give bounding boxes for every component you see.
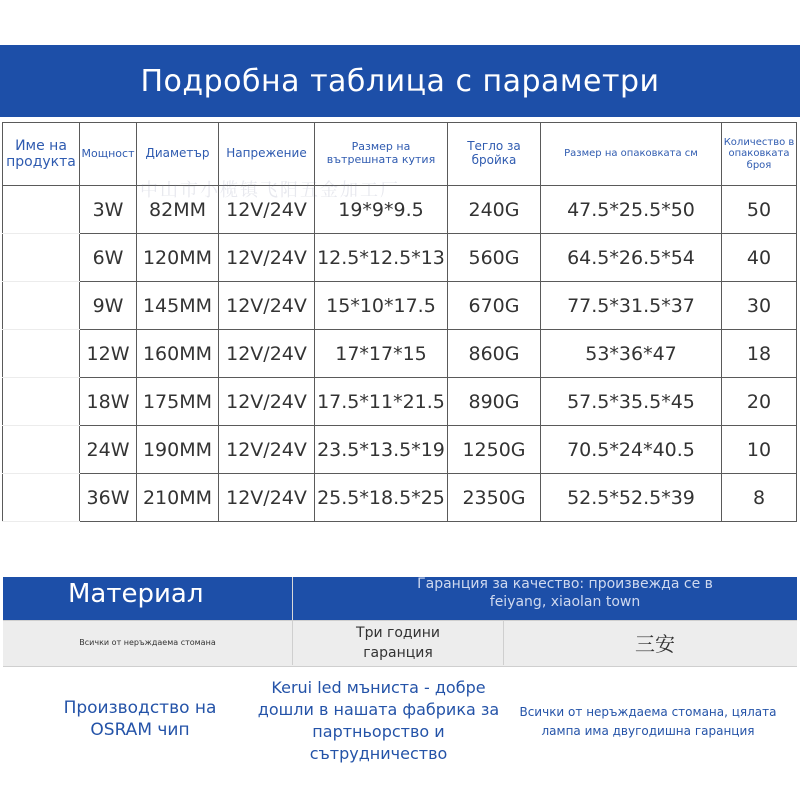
header-product-name: Име на продукта [3,123,80,186]
weight-cell: 890G [448,378,541,426]
header-diameter: Диаметър [137,123,219,186]
quality-guarantee-text: Гаранция за качество: произвежда се в feiyang, xiaolan town [417,576,713,610]
material-cell-warranty: Три години гаранция [356,624,440,661]
diameter-cell: 160MM [137,330,219,378]
carton-qty-cell: 50 [722,186,797,234]
carton-size-cell: 77.5*31.5*37 [541,282,722,330]
diameter-cell: 145MM [137,282,219,330]
power-cell: 3W [80,186,137,234]
inner-box-cell: 17.5*11*21.5 [315,378,448,426]
inner-box-cell: 23.5*13.5*19 [315,426,448,474]
material-separator [292,620,293,665]
header-voltage: Напрежение [219,123,315,186]
material-separator [503,620,504,665]
header-carton-qty: Количество в опаковката броя [722,123,797,186]
title-banner [0,45,800,117]
carton-size-cell: 64.5*26.5*54 [541,234,722,282]
footer-osram-chip: Производство на OSRAM чип [63,698,217,740]
carton-size-cell: 70.5*24*40.5 [541,426,722,474]
table-row [3,330,797,378]
product-name-cell [3,426,80,474]
carton-size-cell: 57.5*35.5*45 [541,378,722,426]
carton-qty-cell: 18 [722,330,797,378]
diameter-cell: 190MM [137,426,219,474]
voltage-cell: 12V/24V [219,282,315,330]
footer-warranty-note: Всички от неръждаема стомана, цялата лампа има двугодишна гаранция [519,705,777,738]
watermark: 中山市小榄镇飞阳五金加工厂 [140,180,400,201]
product-name-cell [3,282,80,330]
power-cell: 18W [80,378,137,426]
carton-qty-cell: 40 [722,234,797,282]
weight-cell: 1250G [448,426,541,474]
voltage-cell: 12V/24V [219,426,315,474]
inner-box-cell: 17*17*15 [315,330,448,378]
material-cell-chip-brand: 三安 [635,632,675,656]
voltage-cell: 12V/24V [219,186,315,234]
diameter-cell: 120MM [137,234,219,282]
product-name-cell [3,474,80,522]
material-title: Материал [68,579,204,609]
table-row [3,426,797,474]
diameter-cell: 210MM [137,474,219,522]
power-cell: 6W [80,234,137,282]
carton-qty-cell: 10 [722,426,797,474]
material-cell-stainless: Всички от неръждаема стомана [79,638,216,647]
carton-size-cell: 53*36*47 [541,330,722,378]
carton-size-cell: 52.5*52.5*39 [541,474,722,522]
weight-cell: 2350G [448,474,541,522]
weight-cell: 560G [448,234,541,282]
carton-qty-cell: 30 [722,282,797,330]
header-inner-box-size: Размер на вътрешната кутия [315,123,448,186]
voltage-cell: 12V/24V [219,378,315,426]
header-power: Мощност [80,123,137,186]
diameter-cell: 175MM [137,378,219,426]
inner-box-cell: 15*10*17.5 [315,282,448,330]
table-row [3,234,797,282]
product-name-cell [3,186,80,234]
footer-factory-welcome: Kerui led мъниста - добре дошли в нашата фабрика за партньорство и сътрудничество [257,678,500,763]
weight-cell: 860G [448,330,541,378]
power-cell: 9W [80,282,137,330]
voltage-cell: 12V/24V [219,330,315,378]
table-row [3,186,797,234]
spec-table [2,122,797,522]
table-row [3,378,797,426]
product-name-cell [3,378,80,426]
weight-cell: 240G [448,186,541,234]
material-header-divider [292,577,293,620]
diameter-cell: 82MM [137,186,219,234]
inner-box-cell: 12.5*12.5*13 [315,234,448,282]
inner-box-cell: 25.5*18.5*25 [315,474,448,522]
weight-cell: 670G [448,282,541,330]
inner-box-cell: 19*9*9.5 [315,186,448,234]
header-unit-weight: Тегло за бройка [448,123,541,186]
product-name-cell [3,330,80,378]
page-title: Подробна таблица с параметри [140,63,660,99]
power-cell: 36W [80,474,137,522]
carton-size-cell: 47.5*25.5*50 [541,186,722,234]
power-cell: 24W [80,426,137,474]
carton-qty-cell: 20 [722,378,797,426]
carton-qty-cell: 8 [722,474,797,522]
voltage-cell: 12V/24V [219,234,315,282]
table-row [3,474,797,522]
power-cell: 12W [80,330,137,378]
table-header-row [3,123,797,186]
product-name-cell [3,234,80,282]
table-row [3,282,797,330]
voltage-cell: 12V/24V [219,474,315,522]
header-carton-size: Размер на опаковката см [541,123,722,186]
